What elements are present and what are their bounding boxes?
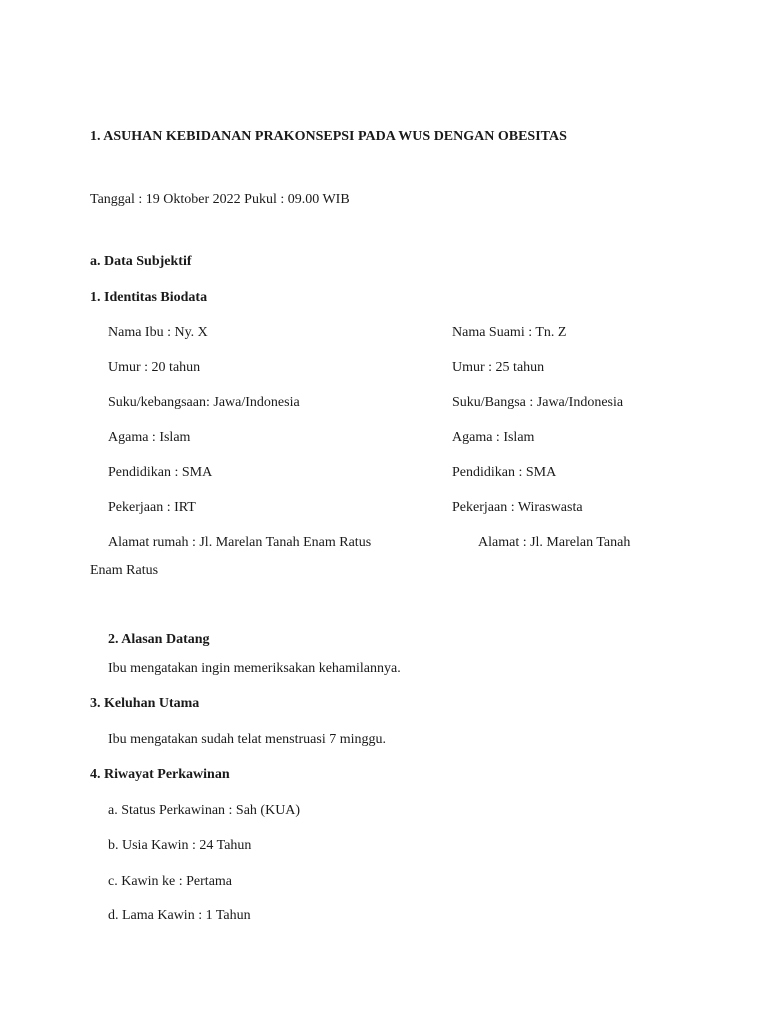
biodata-left-field: Nama Ibu : Ny. X	[108, 325, 208, 340]
perkawinan-item: b. Usia Kawin : 24 Tahun	[108, 838, 252, 853]
perkawinan-item: d. Lama Kawin : 1 Tahun	[108, 908, 251, 923]
perkawinan-heading: 4. Riwayat Perkawinan	[90, 767, 230, 782]
biodata-right-field: Agama : Islam	[452, 430, 535, 445]
alasan-text: Ibu mengatakan ingin memeriksakan kehamilannya.	[108, 661, 401, 676]
document-title: 1. ASUHAN KEBIDANAN PRAKONSEPSI PADA WUS DENGAN OBESITAS	[90, 129, 567, 144]
biodata-right-field: Suku/Bangsa : Jawa/Indonesia	[452, 395, 624, 410]
alasan-heading: 2. Alasan Datang	[108, 632, 210, 647]
biodata-right-field: Umur : 25 tahun	[452, 360, 545, 375]
biodata-right-field: Nama Suami : Tn. Z	[452, 325, 567, 340]
date-line: Tanggal : 19 Oktober 2022 Pukul : 09.00 WIB	[90, 192, 350, 207]
biodata-left-field: Agama : Islam	[108, 430, 191, 445]
section-heading-data-subjektif: a. Data Subjektif	[90, 254, 192, 269]
biodata-heading: 1. Identitas Biodata	[90, 290, 208, 305]
perkawinan-item: c. Kawin ke : Pertama	[108, 874, 233, 889]
biodata-left-field: Pendidikan : SMA	[108, 465, 213, 480]
address-left: Alamat rumah : Jl. Marelan Tanah Enam Ratus	[108, 535, 372, 550]
keluhan-text: Ibu mengatakan sudah telat menstruasi 7 minggu.	[108, 732, 386, 747]
keluhan-heading: 3. Keluhan Utama	[90, 696, 200, 711]
address-wrap: Enam Ratus	[90, 563, 159, 578]
biodata-right-field: Pekerjaan : Wiraswasta	[452, 500, 583, 515]
biodata-left-field: Pekerjaan : IRT	[108, 500, 196, 515]
biodata-left-field: Umur : 20 tahun	[108, 360, 201, 375]
address-right: Alamat : Jl. Marelan Tanah	[478, 535, 631, 550]
biodata-right-field: Pendidikan : SMA	[452, 465, 557, 480]
biodata-left-field: Suku/kebangsaan: Jawa/Indonesia	[108, 395, 300, 410]
perkawinan-item: a. Status Perkawinan : Sah (KUA)	[108, 803, 301, 818]
